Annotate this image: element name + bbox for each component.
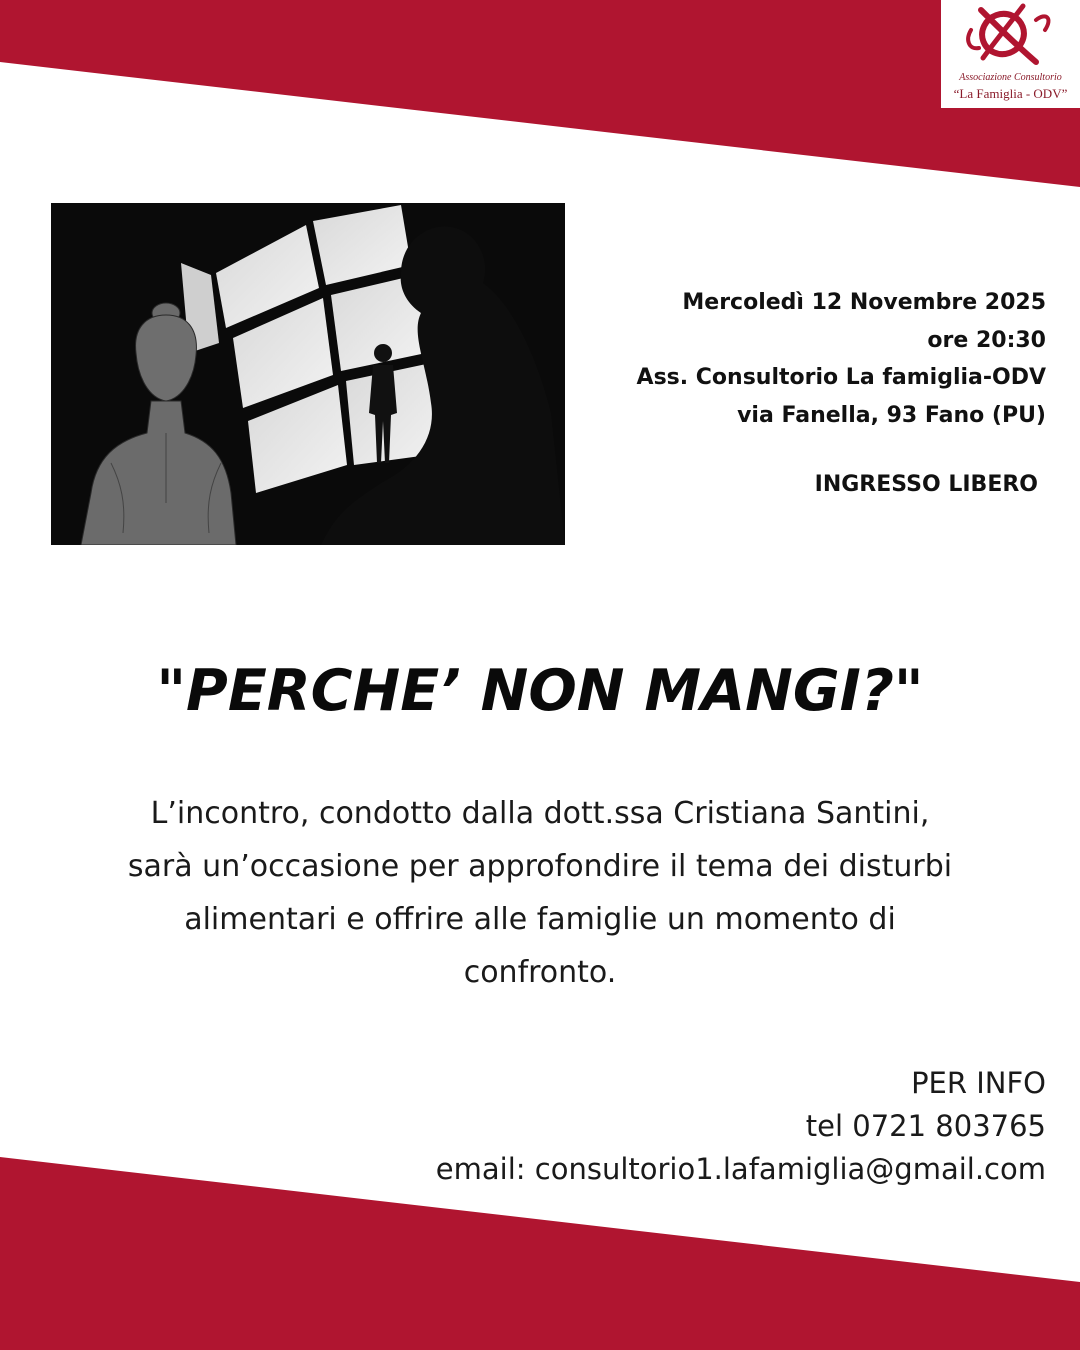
description-line: L’incontro, condotto dalla dott.ssa Cristiana Santini,	[150, 796, 930, 831]
contact-heading: PER INFO	[911, 1066, 1046, 1100]
description-line: sarà un’occasione per approfondire il tema dei disturbi	[127, 849, 953, 884]
event-venue: Ass. Consultorio La famiglia-ODV	[636, 365, 1046, 390]
logo-org-line1: Associazione Consultorio	[959, 72, 1062, 83]
description-line: confronto.	[463, 955, 617, 990]
description-line: alimentari e offrire alle famiglie un momento di	[184, 902, 896, 937]
contact-info	[436, 1062, 1046, 1191]
shadow-silhouette-image	[51, 203, 565, 545]
event-description	[40, 787, 1040, 999]
free-entry-label: INGRESSO LIBERO	[814, 472, 1038, 497]
event-photo	[51, 203, 565, 545]
event-address: via Fanella, 93 Fano (PU)	[737, 402, 1046, 428]
logo-org-line2: “La Famiglia - ODV”	[953, 86, 1068, 101]
event-title: "PERCHE’ NON MANGI?"	[156, 658, 924, 724]
association-logo	[941, 0, 1080, 108]
contact-phone[interactable]: tel 0721 803765	[805, 1109, 1046, 1143]
logo-emblem-icon	[941, 0, 1080, 72]
event-details	[526, 284, 1046, 434]
contact-email[interactable]: email: consultorio1.lafamiglia@gmail.com	[435, 1152, 1046, 1186]
top-red-band	[0, 0, 1080, 187]
event-date: Mercoledì 12 Novembre 2025	[682, 290, 1046, 315]
event-time: ore 20:30	[927, 327, 1046, 353]
